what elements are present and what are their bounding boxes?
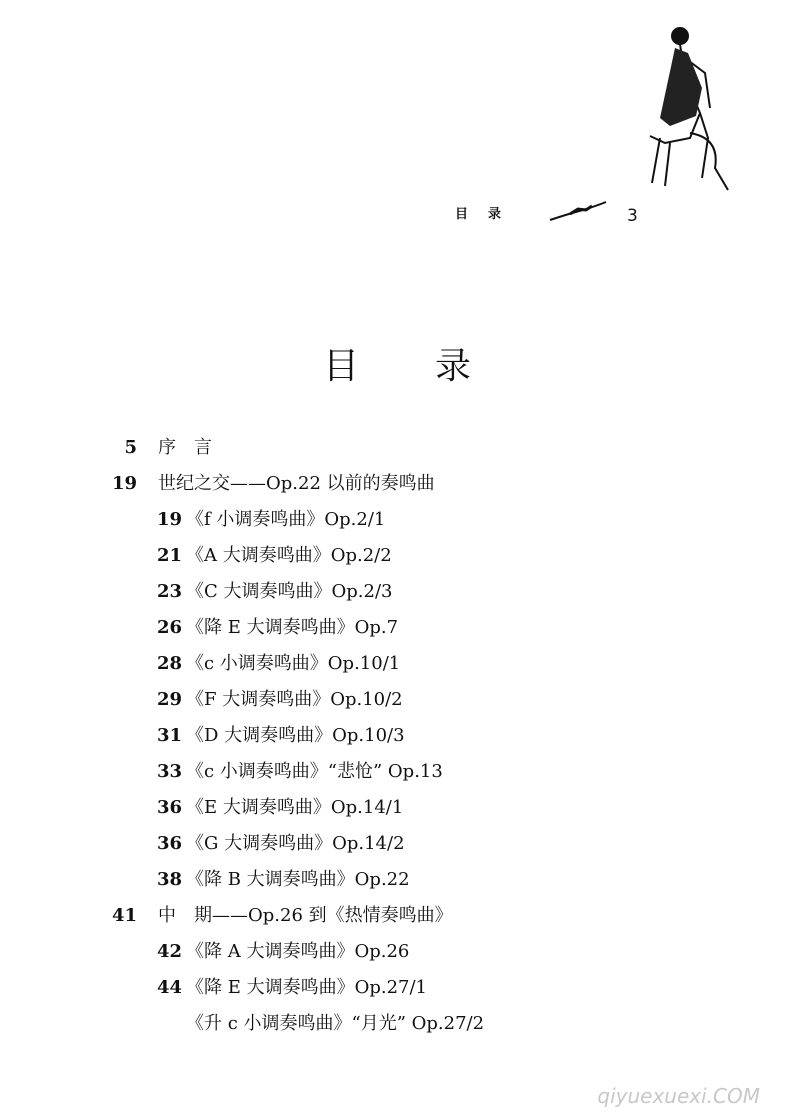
toc-entry-title: 《降 E 大调奏鸣曲》Op.7 [186, 617, 399, 638]
toc-page-number: 26 [156, 617, 182, 638]
toc-chapter [0, 902, 794, 938]
page-title [0, 338, 794, 389]
title-char: 录 [435, 346, 472, 387]
toc-entry [0, 614, 794, 650]
toc-entry [0, 758, 794, 794]
toc-page-number: 44 [156, 977, 182, 998]
toc-entry-title: 《f 小调奏鸣曲》Op.2/1 [186, 509, 386, 530]
toc-page-number: 36 [156, 797, 182, 818]
toc-page-number: 5 [124, 437, 137, 458]
ornament-flourish [548, 200, 608, 222]
toc-entry-title: 世纪之交——Op.22 以前的奏鸣曲 [158, 473, 435, 494]
seated-woman-illustration [630, 18, 730, 193]
toc-page-number: 29 [156, 689, 182, 710]
toc-page-number: 23 [156, 581, 182, 602]
toc-page-number: 19 [156, 509, 182, 530]
toc-entry [0, 542, 794, 578]
toc-entry [0, 506, 794, 542]
toc-page-number: 38 [156, 869, 182, 890]
toc-page-number: 21 [156, 545, 182, 566]
page-number: 3 [627, 206, 638, 226]
toc-entry [0, 686, 794, 722]
toc-entry-title: 《降 E 大调奏鸣曲》Op.27/1 [186, 977, 428, 998]
toc-entry [0, 866, 794, 902]
toc-entry [0, 722, 794, 758]
title-char: 目 [322, 346, 359, 387]
toc-page-number: 33 [156, 761, 182, 782]
toc-entry [0, 938, 794, 974]
toc-entry-title: 《升 c 小调奏鸣曲》“月光” Op.27/2 [186, 1013, 485, 1034]
toc-entry-title: 《F 大调奏鸣曲》Op.10/2 [186, 689, 403, 710]
toc-entry-title: 《D 大调奏鸣曲》Op.10/3 [186, 725, 405, 746]
toc-entry [0, 974, 794, 1010]
toc-entry [0, 650, 794, 686]
toc-entry-title: 《降 A 大调奏鸣曲》Op.26 [186, 941, 410, 962]
watermark: qiyuexuexi.COM [597, 1084, 760, 1108]
toc-page-number: 28 [156, 653, 182, 674]
toc-entry [0, 830, 794, 866]
toc-entry-title: 序 言 [158, 437, 212, 458]
toc-page-number: 31 [156, 725, 182, 746]
toc-chapter [0, 434, 794, 470]
toc-page-number: 41 [111, 905, 137, 926]
toc-entry-title: 《A 大调奏鸣曲》Op.2/2 [186, 545, 392, 566]
toc-entry-title: 中 期——Op.26 到《热情奏鸣曲》 [158, 905, 453, 926]
toc-page-number: 42 [156, 941, 182, 962]
toc-entry-title: 《C 大调奏鸣曲》Op.2/3 [186, 581, 393, 602]
toc-entry-title: 《降 B 大调奏鸣曲》Op.22 [186, 869, 410, 890]
running-header [455, 203, 503, 222]
toc-chapter [0, 470, 794, 506]
table-of-contents [0, 434, 794, 1046]
running-title-char: 录 [488, 207, 504, 222]
running-title-char: 目 [455, 207, 471, 222]
toc-entry [0, 794, 794, 830]
toc-entry-title: 《E 大调奏鸣曲》Op.14/1 [186, 797, 404, 818]
toc-page-number: 19 [111, 473, 137, 494]
toc-entry-title: 《c 小调奏鸣曲》Op.10/1 [186, 653, 401, 674]
toc-entry [0, 578, 794, 614]
toc-entry-title: 《c 小调奏鸣曲》“悲怆” Op.13 [186, 761, 443, 782]
toc-entry [0, 1010, 794, 1046]
toc-page-number: 36 [156, 833, 182, 854]
toc-entry-title: 《G 大调奏鸣曲》Op.14/2 [186, 833, 405, 854]
